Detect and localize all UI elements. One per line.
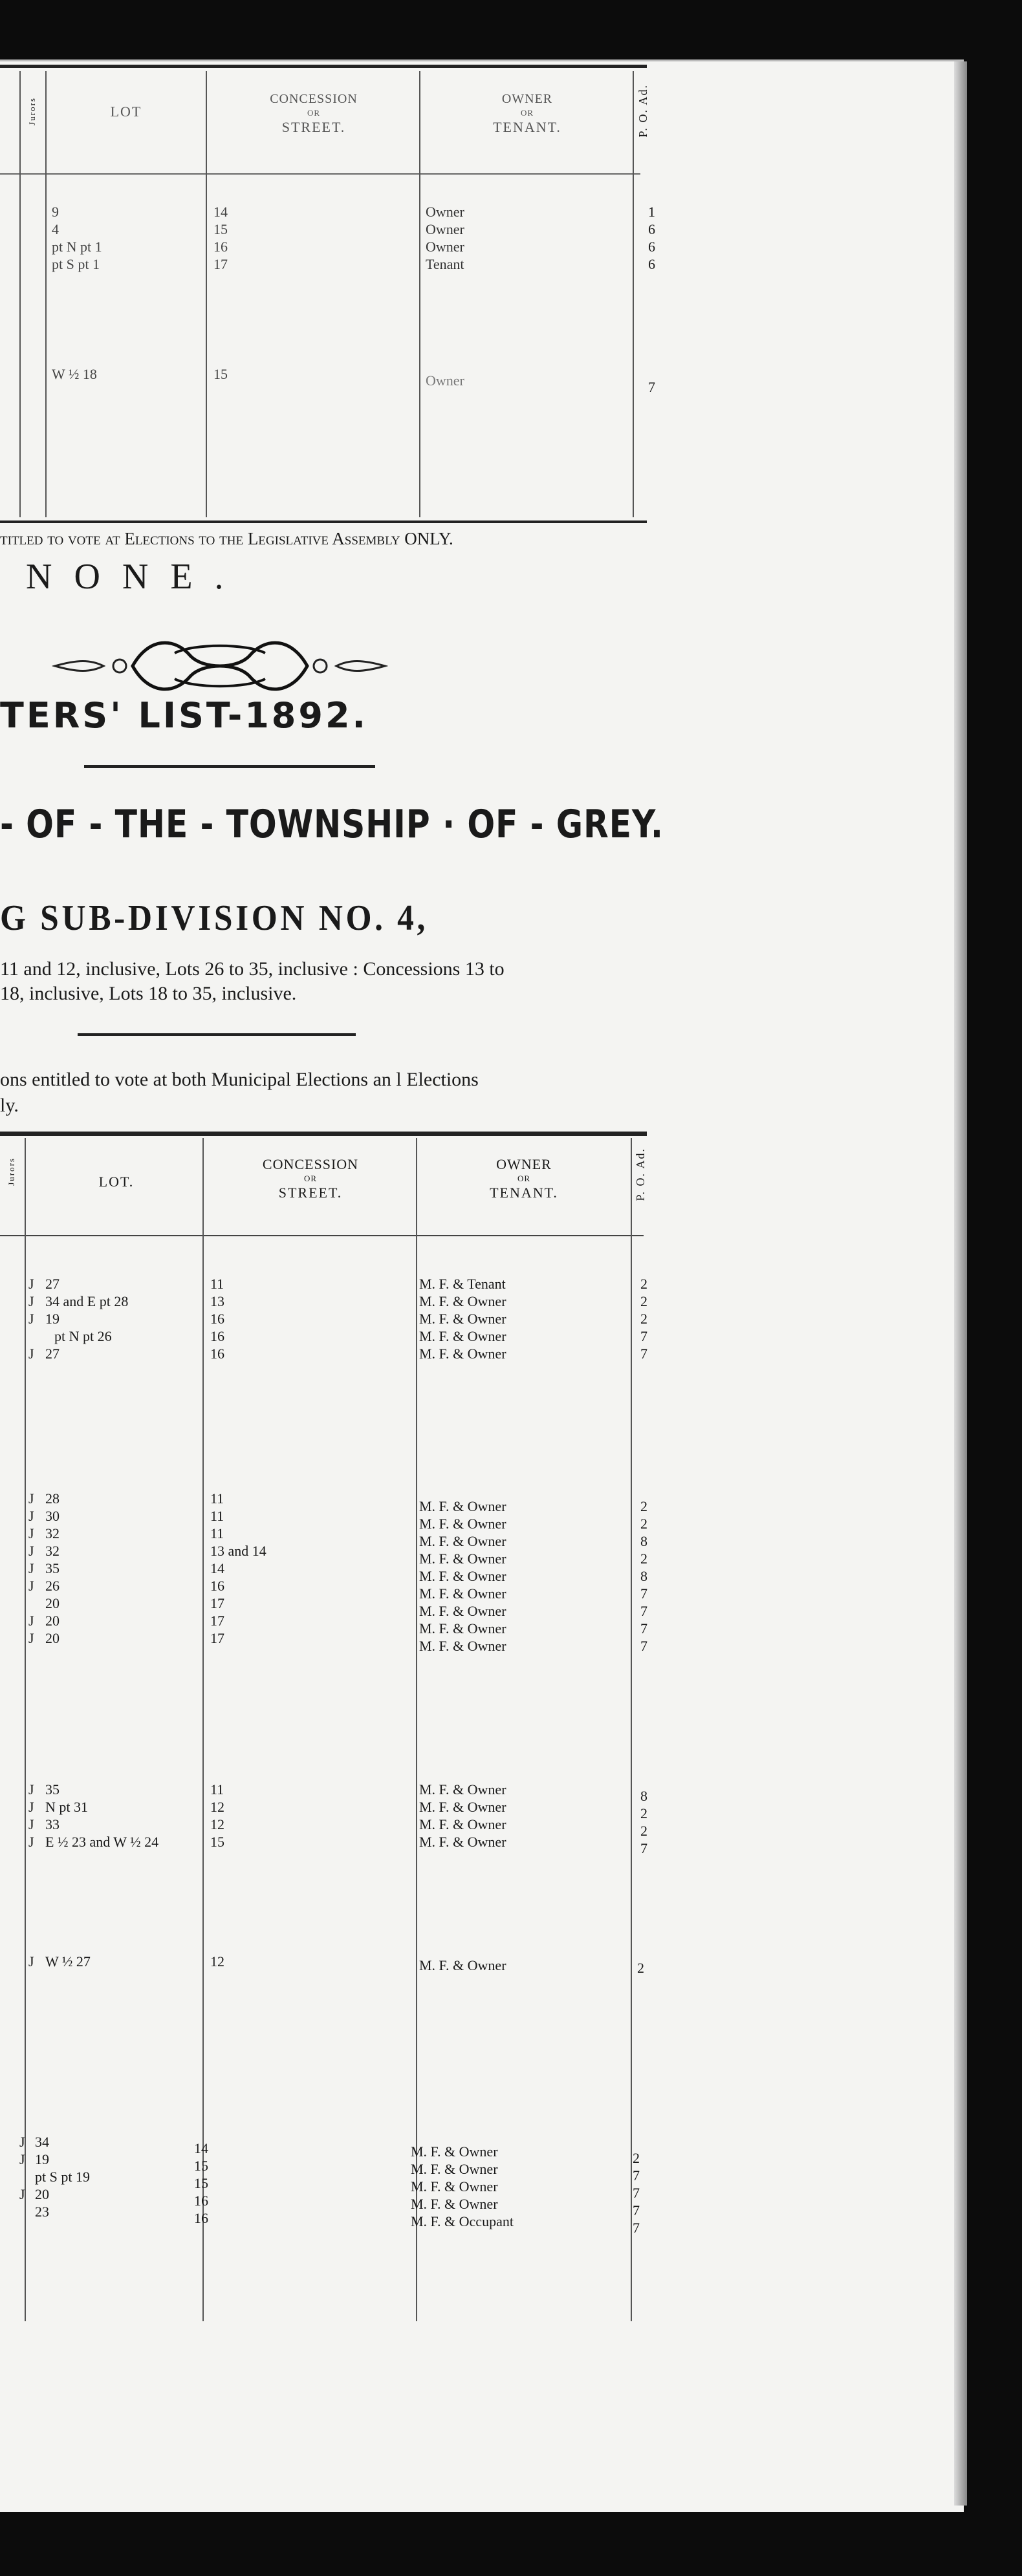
- owner-cell: M. F. & Owner M. F. & Owner M. F. & Owner M. F. & Owner: [419, 1781, 506, 1850]
- description-underline: [78, 1033, 356, 1036]
- concession-cell: 11 11 11 13 and 14 14 16 17 17 17: [210, 1490, 266, 1646]
- po-cell: 2 2 8 2 8 7 7 7 7: [640, 1498, 647, 1654]
- table1-divider: [45, 71, 47, 517]
- owner-cell: M. F. & Owner M. F. & Owner M. F. & Owner M. F. & Owner M. F. & Owner M. F. & Owner M. F. & Owner M. F. & Owner M. F. & Owner: [419, 1498, 506, 1654]
- table2-top-rule: [0, 1132, 647, 1136]
- owner-header-top: OWNER: [501, 92, 553, 106]
- juror-cell: J J J: [19, 2134, 25, 2202]
- owner-cell: M. F. & Owner M. F. & Owner M. F. & Owner M. F. & Owner M. F. & Occupant: [411, 2143, 514, 2229]
- concession-cell: 11 13 16 16 16: [210, 1276, 224, 1362]
- po-cell: 2 2 2 7 7: [640, 1276, 647, 1362]
- po-cell: 7: [648, 379, 655, 395]
- legislative-only-note: titled to vote at Elections to the Legislative Assembly ONLY.: [0, 529, 453, 548]
- subdivision-heading: G SUB-DIVISION NO. 4,: [0, 898, 428, 938]
- title-underline: [84, 765, 375, 768]
- owner-header-or: OR: [520, 108, 534, 118]
- table1-top-rule: [0, 65, 647, 68]
- juror-column-header: Jurors: [27, 97, 37, 125]
- concession-header-or: OR: [307, 108, 321, 118]
- lot-cell: 9 4 pt N pt 1 pt S pt 1: [52, 204, 102, 272]
- paper-edge-shadow: [954, 61, 967, 2506]
- concession-header-or: OR: [303, 1174, 318, 1183]
- table1-bottom-rule: [0, 521, 647, 523]
- concession-header-bottom: STREET.: [278, 1185, 343, 1201]
- both-elections-note: ons entitled to vote at both Municipal Elections an l Elections ly.: [0, 1069, 479, 1116]
- subdivision-description: 11 and 12, inclusive, Lots 26 to 35, inclusive : Concessions 13 to 18, inclusive, Lots 18 to 35, inclusive.: [0, 958, 505, 1004]
- lot-cell: W ½ 27: [45, 1953, 91, 1970]
- po-cell: 2: [637, 1960, 644, 1976]
- juror-cell: J J J J: [28, 1781, 34, 1850]
- juror-column-header: Jurors: [6, 1157, 16, 1186]
- table2-header-rule: [0, 1235, 644, 1236]
- owner-header-top: OWNER: [496, 1156, 552, 1172]
- concession-header-bottom: STREET.: [281, 119, 346, 135]
- table1-divider: [19, 71, 21, 517]
- township-heading: - OF - THE - TOWNSHIP · OF - GREY.: [0, 802, 664, 847]
- lot-cell: 27 34 and E pt 28 19 pt N pt 26 27: [45, 1276, 129, 1362]
- table2-divider: [631, 1138, 632, 2321]
- lot-cell: 34 19 pt S pt 19 20 23: [35, 2134, 90, 2220]
- lot-column-header: LOT: [110, 103, 142, 120]
- lot-column-header: LOT.: [98, 1174, 135, 1190]
- table1-divider: [206, 71, 207, 517]
- concession-header-top: CONCESSION: [262, 1156, 359, 1172]
- owner-cell: Owner Owner Owner Tenant: [426, 204, 464, 272]
- owner-cell: M. F. & Tenant M. F. & Owner M. F. & Owner M. F. & Owner M. F. & Owner: [419, 1276, 506, 1362]
- owner-column-header: [420, 1156, 627, 1201]
- juror-cell: J: [28, 1953, 34, 1970]
- ornament-divider: [52, 630, 388, 702]
- lot-cell: 28 30 32 32 35 26 20 20 20: [45, 1490, 60, 1646]
- po-cell: 1 6 6 6: [648, 204, 655, 272]
- voters-list-title: TERS' LIST-1892.: [0, 695, 369, 736]
- none-text: NONE.: [26, 557, 246, 597]
- po-cell: 8 2 2 7: [640, 1788, 647, 1856]
- concession-column-header: [207, 1156, 414, 1201]
- concession-cell: 14 15 16 17: [213, 204, 228, 272]
- po-column-header: P. O. Ad.: [636, 84, 649, 138]
- concession-cell: 12: [210, 1953, 224, 1970]
- lot-cell: 35 N pt 31 33 E ½ 23 and W ½ 24: [45, 1781, 159, 1850]
- owner-header-bottom: TENANT.: [490, 1185, 558, 1201]
- owner-cell: M. F. & Owner: [419, 1957, 506, 1973]
- juror-cell: J J J J: [28, 1276, 34, 1362]
- table1-divider: [633, 71, 634, 517]
- concession-column-header: [210, 91, 417, 136]
- concession-header-top: CONCESSION: [270, 92, 358, 106]
- table1-divider: [419, 71, 420, 517]
- owner-cell: Owner: [426, 372, 464, 389]
- po-column-header: P. O. Ad.: [634, 1148, 647, 1201]
- po-cell: 2 7 7 7 7: [633, 2150, 640, 2236]
- lot-cell: W ½ 18: [52, 366, 97, 382]
- owner-header-bottom: TENANT.: [493, 119, 561, 135]
- owner-header-or: OR: [517, 1174, 531, 1183]
- concession-cell: 14 15 15 16 16: [194, 2140, 208, 2226]
- juror-cell: J J J J J J J J: [28, 1490, 34, 1646]
- concession-cell: 11 12 12 15: [210, 1781, 224, 1850]
- concession-cell: 15: [213, 366, 228, 382]
- owner-column-header: [424, 91, 631, 136]
